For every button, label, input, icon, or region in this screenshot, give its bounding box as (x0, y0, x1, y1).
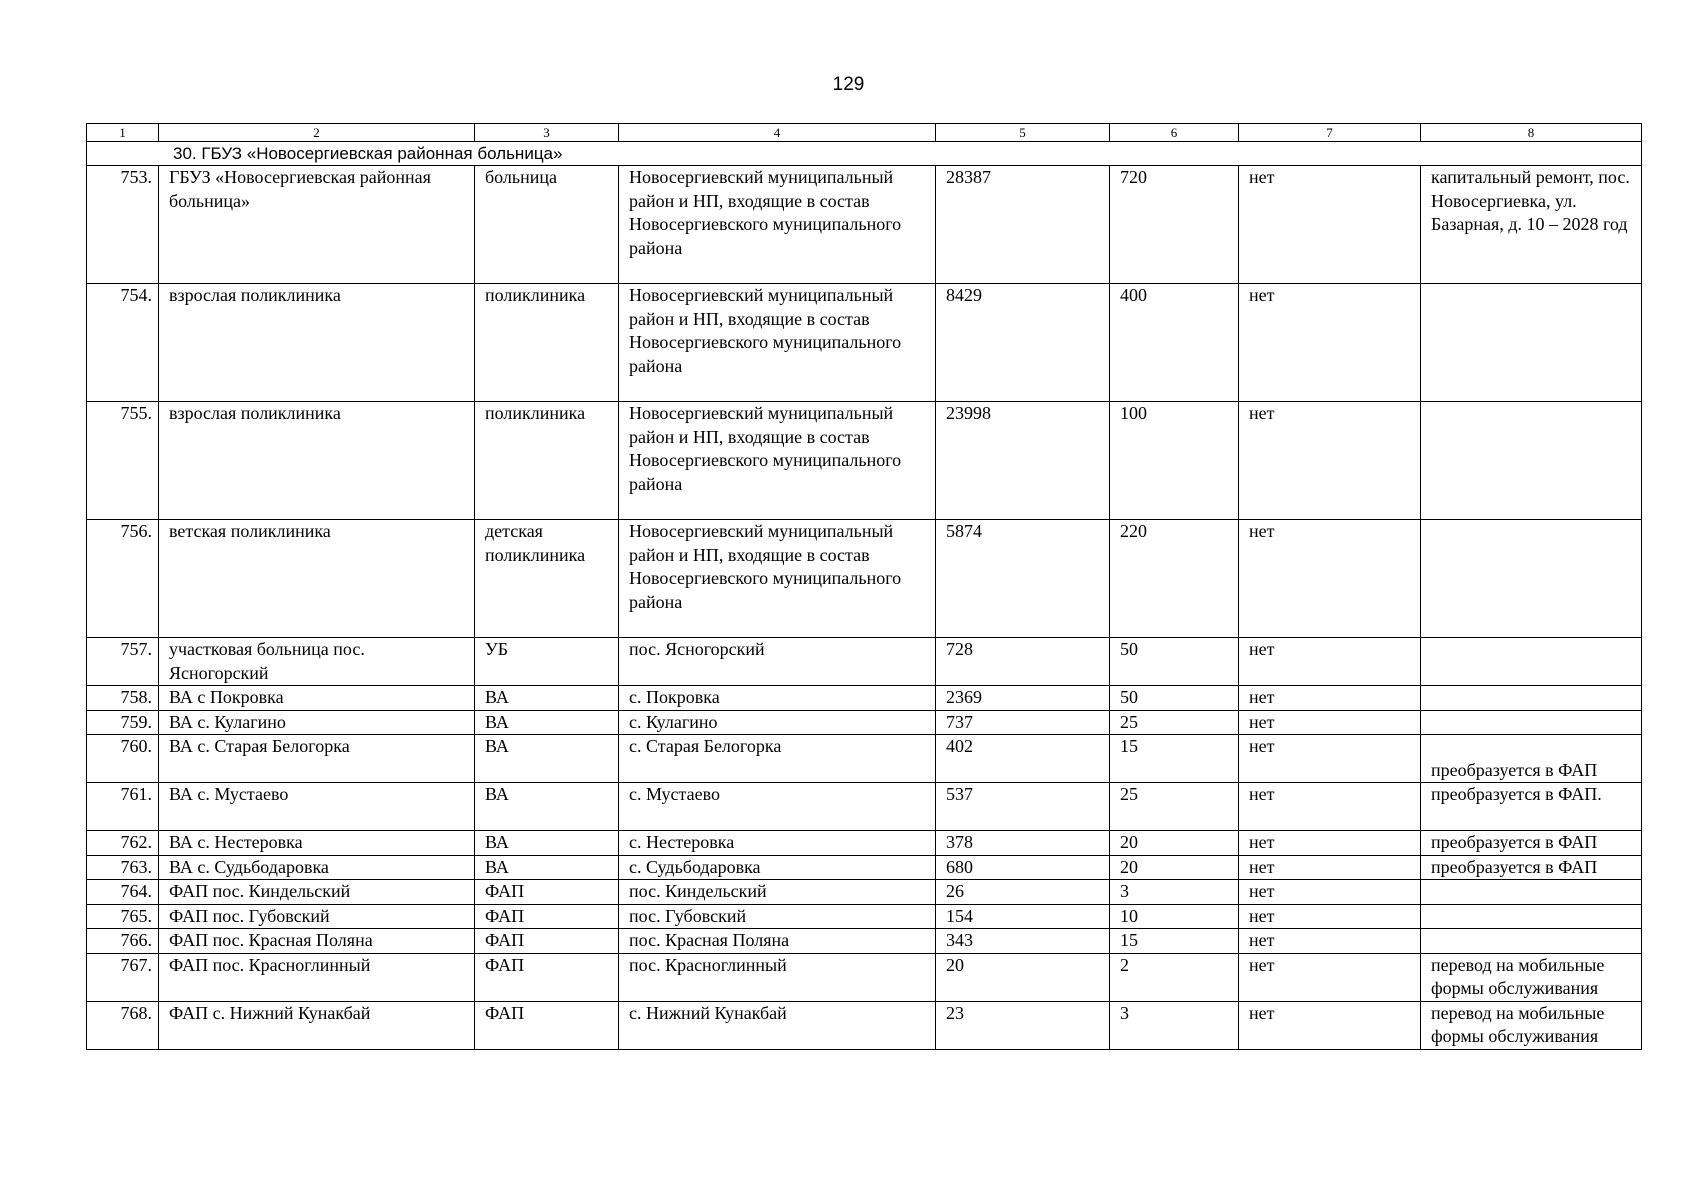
service-area: пос. Красноглинный (619, 953, 936, 1001)
column-5-value: 537 (936, 783, 1110, 831)
row-number: 757. (87, 638, 159, 686)
facility-name: ФАП с. Нижний Кунакбай (159, 1001, 475, 1049)
column-7-value: нет (1239, 904, 1421, 929)
facility-name: взрослая поликлиника (159, 284, 475, 402)
facility-name: ВА с. Нестеровка (159, 831, 475, 856)
column-5-value: 28387 (936, 166, 1110, 284)
column-6-value: 10 (1110, 904, 1239, 929)
column-7-value: нет (1239, 929, 1421, 954)
facility-name: ВА с. Старая Белогорка (159, 735, 475, 783)
column-8-note (1421, 880, 1642, 905)
table-row (87, 880, 1642, 905)
column-5-value: 2369 (936, 686, 1110, 711)
column-5-value: 728 (936, 638, 1110, 686)
facility-name: ФАП пос. Красная Поляна (159, 929, 475, 954)
facility-name: ФАП пос. Киндельский (159, 880, 475, 905)
facility-type: ФАП (475, 929, 619, 954)
facility-name: ВА с Покровка (159, 686, 475, 711)
facilities-table (86, 123, 1642, 1050)
row-number: 764. (87, 880, 159, 905)
column-5-value: 378 (936, 831, 1110, 856)
facility-type: ВА (475, 831, 619, 856)
column-number: 4 (619, 124, 936, 142)
column-6-value: 15 (1110, 735, 1239, 783)
facility-type: ФАП (475, 1001, 619, 1049)
facility-name: взрослая поликлиника (159, 402, 475, 520)
column-7-value: нет (1239, 402, 1421, 520)
table-row (87, 855, 1642, 880)
facility-name: ВА с. Кулагино (159, 710, 475, 735)
column-6-value: 3 (1110, 880, 1239, 905)
column-8-note (1421, 520, 1642, 638)
column-8-note: преобразуется в ФАП (1421, 831, 1642, 856)
column-7-value: нет (1239, 831, 1421, 856)
column-6-value: 2 (1110, 953, 1239, 1001)
table-row (87, 520, 1642, 638)
service-area: Новосергиевский муниципальный район и НП, входящие в состав Новосергиевского муниципального района (619, 402, 936, 520)
facility-type: поликлиника (475, 284, 619, 402)
service-area: пос. Ясногорский (619, 638, 936, 686)
table-row (87, 686, 1642, 711)
column-number: 2 (159, 124, 475, 142)
facility-type: ФАП (475, 953, 619, 1001)
service-area: Новосергиевский муниципальный район и НП, входящие в состав Новосергиевского муниципального района (619, 166, 936, 284)
table-row (87, 783, 1642, 831)
column-7-value: нет (1239, 284, 1421, 402)
column-7-value: нет (1239, 953, 1421, 1001)
row-number: 759. (87, 710, 159, 735)
column-8-note: преобразуется в ФАП (1421, 855, 1642, 880)
column-7-value: нет (1239, 735, 1421, 783)
row-number: 762. (87, 831, 159, 856)
facility-name: ВА с. Мустаево (159, 783, 475, 831)
facility-name: ФАП пос. Красноглинный (159, 953, 475, 1001)
facility-type: больница (475, 166, 619, 284)
service-area: с. Кулагино (619, 710, 936, 735)
column-8-note (1421, 686, 1642, 711)
table-row (87, 929, 1642, 954)
column-8-note (1421, 402, 1642, 520)
column-8-note (1421, 904, 1642, 929)
row-number: 756. (87, 520, 159, 638)
service-area: пос. Губовский (619, 904, 936, 929)
column-number: 3 (475, 124, 619, 142)
column-7-value: нет (1239, 855, 1421, 880)
table-row (87, 402, 1642, 520)
column-5-value: 680 (936, 855, 1110, 880)
table-row (87, 904, 1642, 929)
column-number: 7 (1239, 124, 1421, 142)
column-7-value: нет (1239, 880, 1421, 905)
column-8-note: преобразуется в ФАП. (1421, 783, 1642, 831)
facility-type: детская поликлиника (475, 520, 619, 638)
page-number: 129 (832, 74, 865, 95)
column-6-value: 100 (1110, 402, 1239, 520)
table-row (87, 166, 1642, 284)
column-6-value: 50 (1110, 686, 1239, 711)
row-number: 761. (87, 783, 159, 831)
facility-type: ВА (475, 783, 619, 831)
column-number: 8 (1421, 124, 1642, 142)
column-6-value: 25 (1110, 710, 1239, 735)
table-row (87, 735, 1642, 783)
facility-name: ГБУЗ «Новосергиевская районная больница» (159, 166, 475, 284)
table-row (87, 638, 1642, 686)
column-6-value: 20 (1110, 831, 1239, 856)
column-number-row (87, 124, 1642, 142)
row-number: 768. (87, 1001, 159, 1049)
facility-type: поликлиника (475, 402, 619, 520)
column-7-value: нет (1239, 1001, 1421, 1049)
column-7-value: нет (1239, 166, 1421, 284)
column-8-note: преобразуется в ФАП (1421, 735, 1642, 783)
column-number: 1 (87, 124, 159, 142)
section-row (87, 142, 1642, 166)
facility-type: ВА (475, 855, 619, 880)
facility-name: ветская поликлиника (159, 520, 475, 638)
row-number: 754. (87, 284, 159, 402)
facility-type: ВА (475, 735, 619, 783)
facility-type: ВА (475, 686, 619, 711)
column-6-value: 20 (1110, 855, 1239, 880)
column-5-value: 154 (936, 904, 1110, 929)
column-8-note: перевод на мобильные формы обслуживания (1421, 953, 1642, 1001)
section-title: 30. ГБУЗ «Новосергиевская районная больница» (87, 142, 1642, 166)
service-area: с. Старая Белогорка (619, 735, 936, 783)
service-area: Новосергиевский муниципальный район и НП, входящие в состав Новосергиевского муниципального района (619, 284, 936, 402)
table-row (87, 1001, 1642, 1049)
facility-type: ВА (475, 710, 619, 735)
row-number: 753. (87, 166, 159, 284)
service-area: Новосергиевский муниципальный район и НП, входящие в состав Новосергиевского муниципального района (619, 520, 936, 638)
column-8-note (1421, 929, 1642, 954)
column-number: 6 (1110, 124, 1239, 142)
column-6-value: 720 (1110, 166, 1239, 284)
facility-type: УБ (475, 638, 619, 686)
column-5-value: 26 (936, 880, 1110, 905)
facility-type: ФАП (475, 904, 619, 929)
table-row (87, 710, 1642, 735)
service-area: с. Нижний Кунакбай (619, 1001, 936, 1049)
service-area: пос. Красная Поляна (619, 929, 936, 954)
table-row (87, 831, 1642, 856)
table-row (87, 284, 1642, 402)
facility-name: ФАП пос. Губовский (159, 904, 475, 929)
service-area: с. Мустаево (619, 783, 936, 831)
column-5-value: 20 (936, 953, 1110, 1001)
column-8-note: перевод на мобильные формы обслуживания (1421, 1001, 1642, 1049)
row-number: 766. (87, 929, 159, 954)
column-7-value: нет (1239, 710, 1421, 735)
column-6-value: 400 (1110, 284, 1239, 402)
column-5-value: 402 (936, 735, 1110, 783)
row-number: 765. (87, 904, 159, 929)
facility-name: ВА с. Судьбодаровка (159, 855, 475, 880)
column-7-value: нет (1239, 686, 1421, 711)
column-5-value: 23998 (936, 402, 1110, 520)
service-area: с. Судьбодаровка (619, 855, 936, 880)
service-area: с. Нестеровка (619, 831, 936, 856)
column-6-value: 15 (1110, 929, 1239, 954)
table-row (87, 953, 1642, 1001)
column-8-note: капитальный ремонт, пос. Новосергиевка, ул. Базарная, д. 10 – 2028 год (1421, 166, 1642, 284)
column-6-value: 50 (1110, 638, 1239, 686)
facility-name: участковая больница пос. Ясногорский (159, 638, 475, 686)
row-number: 755. (87, 402, 159, 520)
column-5-value: 23 (936, 1001, 1110, 1049)
column-6-value: 25 (1110, 783, 1239, 831)
column-5-value: 343 (936, 929, 1110, 954)
service-area: пос. Киндельский (619, 880, 936, 905)
column-7-value: нет (1239, 520, 1421, 638)
column-7-value: нет (1239, 638, 1421, 686)
column-8-note (1421, 710, 1642, 735)
service-area: с. Покровка (619, 686, 936, 711)
column-8-note (1421, 638, 1642, 686)
column-5-value: 737 (936, 710, 1110, 735)
column-number: 5 (936, 124, 1110, 142)
column-8-note (1421, 284, 1642, 402)
row-number: 760. (87, 735, 159, 783)
facility-type: ФАП (475, 880, 619, 905)
column-5-value: 5874 (936, 520, 1110, 638)
row-number: 767. (87, 953, 159, 1001)
row-number: 763. (87, 855, 159, 880)
column-5-value: 8429 (936, 284, 1110, 402)
row-number: 758. (87, 686, 159, 711)
column-6-value: 220 (1110, 520, 1239, 638)
column-6-value: 3 (1110, 1001, 1239, 1049)
column-7-value: нет (1239, 783, 1421, 831)
